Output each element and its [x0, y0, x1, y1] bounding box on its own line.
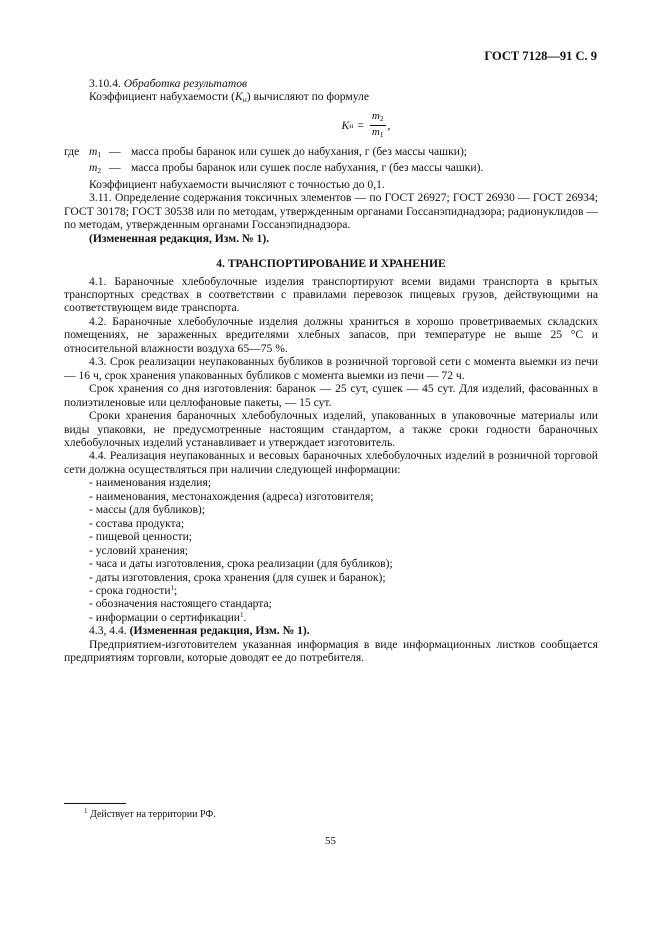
footnote-text: Действует на территории РФ.: [87, 809, 216, 820]
subscript: 1: [97, 149, 102, 159]
symbol: K: [235, 90, 243, 104]
storage-terms: Срок хранения со дня изготовления: баранок — 25 сут, сушек — 45 сут. Для изделий, фасованных в полиэтиленовые или целлофановые пакеты, — 15 сут.: [64, 382, 598, 409]
section-4-heading: 4. ТРАНСПОРТИРОВАНИЕ И ХРАНЕНИЕ: [216, 257, 446, 271]
running-header: ГОСТ 7128—91 С. 9: [484, 49, 597, 63]
subscript: н: [242, 95, 247, 105]
amendment-note: (Измененная редакция, Изм. № 1).: [89, 231, 270, 245]
text: 4.3, 4.4.: [89, 624, 130, 638]
text: - срока годности: [89, 583, 171, 597]
var: m: [371, 110, 380, 123]
footnote-ref[interactable]: 1: [240, 610, 244, 619]
subscript: 1: [379, 130, 384, 140]
section-number: 3.10.4.: [89, 77, 121, 90]
amendment-note-2: [64, 624, 598, 637]
list-item: - пищевой ценности;: [89, 530, 193, 544]
equals-sign: =: [357, 119, 364, 133]
footnote-divider: [64, 803, 126, 804]
list-item: - состава продукта;: [89, 516, 185, 530]
bold-text: (Измененная редакция, Изм. № 1).: [129, 624, 310, 638]
definition: масса пробы баранок или сушек до набухания, г (без массы чашки);: [131, 144, 468, 158]
footnote-ref[interactable]: 1: [170, 583, 175, 592]
v: m: [89, 161, 98, 175]
list-item: - часа и даты изготовления, срока реализации (для бубликов);: [89, 557, 393, 571]
info-list: [64, 476, 598, 624]
label: [64, 161, 89, 177]
text: ) вычисляют по формуле: [246, 90, 369, 104]
list-item: - массы (для бубликов);: [89, 503, 206, 517]
v: m: [89, 144, 98, 158]
definition: масса пробы баранок или сушек после набухания, г (без массы чашки).: [131, 161, 484, 175]
var: [89, 161, 109, 177]
precision-note: Коэффициент набухаемости вычисляют с точностью до 0,1.: [89, 177, 385, 191]
fraction: [370, 110, 386, 141]
footnote: [84, 808, 216, 821]
var: [89, 145, 109, 161]
subscript: 2: [379, 114, 384, 124]
list-item: - даты изготовления, срока хранения (для сушек и баранок);: [89, 570, 386, 584]
where-line-1: [64, 145, 598, 161]
page-body: [64, 77, 598, 665]
subscript: н: [349, 121, 354, 131]
text: .: [243, 610, 247, 624]
dash: —: [109, 144, 121, 158]
subsection-3-11: 3.11. Определение содержания токсичных элементов — по ГОСТ 26927; ГОСТ 26930 — ГОСТ 26934; ГОСТ 30178; ГОСТ 30538 или по методам, утвержденным органами Госсанэпиднадзора; радионуклидов — по методам, утвержденным органами Госсанэпиднадзора.: [64, 191, 598, 232]
subsection-4-1: 4.1. Бараночные хлебобулочные изделия транспортируют всеми видами транспорта в крытых транспортных средствах в соответствии с правилами перевозок пищевых грузов, действующими на соответствующем виде транспорта.: [64, 274, 598, 315]
text: ;: [174, 583, 178, 597]
text: Коэффициент набухаемости (: [89, 90, 236, 104]
numerator: [370, 110, 386, 126]
list-item: [64, 611, 598, 624]
subsection-4-2: 4.2. Бараночные хлебобулочные изделия должны храниться в хорошо проветриваемых складских помещениях, не зараженных вредителями хлебных запасов, при температуре не выше 25 °С и относительной влажности воздуха 65—75 %.: [64, 314, 598, 355]
list-item: - наименования, местонахождения (адреса) изготовителя;: [89, 489, 374, 503]
final-paragraph: Предприятием-изготовителем указанная информация в виде информационных листков сообщается предприятиям торговли, которые доводят ее до потребителя.: [64, 637, 598, 665]
comma: ,: [387, 119, 391, 133]
subsection-4-3: 4.3. Срок реализации неупакованных бубликов в розничной торговой сети с момента выемки из печи — 16 ч, срок хранения упакованных бубликов с момента выемки из печи — 72 ч.: [64, 355, 598, 382]
subsection-4-4: 4.4. Реализация неупакованных и весовых бараночных хлебобулочных изделий в розничной торговой сети должна осуществляться при наличии следующей информации:: [64, 449, 598, 476]
formula-lhs: K: [341, 119, 350, 133]
formula-intro: [64, 90, 598, 106]
section-title: Обработка результатов: [123, 77, 248, 90]
var: m: [371, 126, 380, 139]
list-item: - условий хранения;: [89, 543, 189, 557]
list-item: [64, 584, 598, 597]
text: - информации о сертификации: [89, 610, 240, 624]
list-item: - обозначения настоящего стандарта;: [89, 597, 272, 611]
dash: —: [109, 161, 121, 175]
page-number: 55: [325, 835, 336, 847]
label: где: [64, 144, 80, 158]
denominator: [372, 126, 384, 141]
subsection-3-10-4: [64, 77, 598, 90]
where-line-2: [64, 161, 598, 177]
list-item: - наименования изделия;: [89, 476, 212, 490]
storage-terms-packaged: Сроки хранения бараночных хлебобулочных изделий, упакованных в упаковочные материалы или виды упаковки, не предусмотренные настоящим стандартом, а также сроки годности бараночных хлебобулочных изделий устанавливает и утверждает изготовитель.: [64, 409, 598, 449]
footnote-mark: 1: [84, 807, 88, 815]
subscript: 2: [97, 166, 102, 176]
formula: [134, 107, 598, 145]
